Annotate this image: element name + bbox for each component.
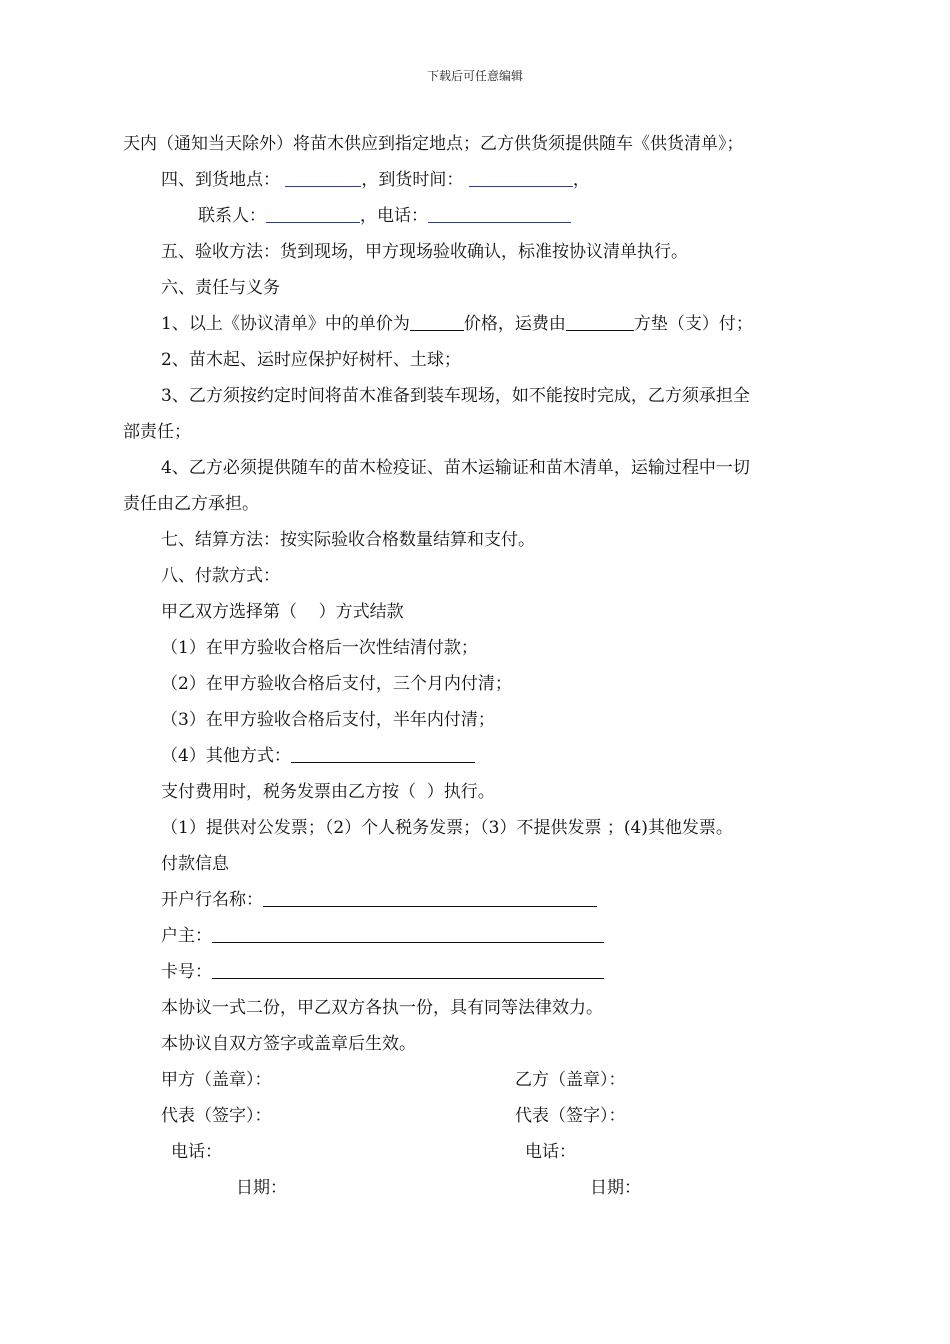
page-header-note: 下载后可任意编辑 <box>426 69 523 83</box>
card-number-row: 卡号： <box>123 954 828 990</box>
card-number-blank[interactable] <box>212 956 604 979</box>
bank-name-blank[interactable] <box>263 884 597 907</box>
contact-phone-blank[interactable] <box>428 200 571 223</box>
clause-timing: 3、乙方须按约定时间将苗木准备到装车现场，如不能按时完成，乙方须承担全 <box>161 386 750 406</box>
other-method-blank[interactable] <box>291 740 475 763</box>
invoice-clause: 支付费用时，税务发票由乙方按（ ）执行。 <box>161 782 495 802</box>
section-delivery-location: 四、到货地点： ，到货时间： ， <box>123 162 828 198</box>
phone-label: ，电话： <box>360 206 428 226</box>
delivery-location-blank[interactable] <box>285 164 361 187</box>
delivery-time-label: ，到货时间： <box>361 170 464 190</box>
clause-timing-continued: 部责任； <box>123 422 191 442</box>
payment-info-heading: 付款信息 <box>161 854 229 874</box>
section-payment: 八、付款方式： <box>161 566 280 586</box>
account-holder-row: 户主： <box>123 918 828 954</box>
signature-rep-row <box>123 1098 828 1134</box>
clause-certificates-continued: 责任由乙方承担。 <box>123 494 259 514</box>
delivery-time-blank[interactable] <box>469 164 573 187</box>
signature-phone-row <box>123 1134 828 1170</box>
price-type-blank[interactable] <box>410 308 464 331</box>
payment-option-3: （3）在甲方验收合格后支付，半年内付清； <box>161 710 495 730</box>
party-b-phone: 电话： <box>525 1142 576 1162</box>
contact-person-label: 联系人： <box>198 206 266 226</box>
party-b-rep: 代表（签字）： <box>515 1106 626 1126</box>
signature-seal-row <box>123 1062 828 1098</box>
payment-option-4: （4）其他方式： <box>123 738 828 774</box>
account-holder-blank[interactable] <box>212 920 604 943</box>
payment-option-1: （1）在甲方验收合格后一次性结清付款； <box>161 638 478 658</box>
clause-protection: 2、苗木起、运时应保护好树杆、土球； <box>161 350 461 370</box>
copies-clause: 本协议一式二份，甲乙双方各执一份，具有同等法律效力。 <box>161 998 603 1018</box>
section-responsibilities: 六、责任与义务 <box>161 278 280 298</box>
freight-payer-blank[interactable] <box>566 308 634 331</box>
bank-name-row: 开户行名称： <box>123 882 828 918</box>
effective-clause: 本协议自双方签字或盖章后生效。 <box>161 1034 416 1054</box>
contact-row <box>123 198 828 234</box>
paragraph-delivery-continued: 天内（通知当天除外）将苗木供应到指定地点；乙方供货须提供随车《供货清单》； <box>123 134 744 154</box>
clause-certificates: 4、乙方必须提供随车的苗木检疫证、苗木运输证和苗木清单，运输过程中一切 <box>161 458 750 478</box>
clause-unit-price: 1、以上《协议清单》中的单价为 价格，运费由 方垫（支）付； <box>123 306 828 342</box>
section-acceptance-method: 五、验收方法：货到现场，甲方现场验收确认，标准按协议清单执行。 <box>161 242 688 262</box>
party-b-date: 日期： <box>590 1178 641 1198</box>
party-a-phone: 电话： <box>171 1142 222 1162</box>
contact-person-blank[interactable] <box>266 200 360 223</box>
section-settlement: 七、结算方法：按实际验收合格数量结算和支付。 <box>161 530 535 550</box>
signature-date-row <box>123 1170 828 1206</box>
party-b-seal: 乙方（盖章）： <box>515 1070 626 1090</box>
party-a-rep: 代表（签字）： <box>161 1106 272 1126</box>
party-a-date: 日期： <box>236 1178 287 1198</box>
party-a-seal: 甲方（盖章）： <box>161 1070 272 1090</box>
contract-body <box>123 126 828 1206</box>
delivery-location-label: 四、到货地点： <box>161 170 280 190</box>
payment-choice: 甲乙双方选择第（ ）方式结款 <box>161 602 404 622</box>
invoice-options: （1）提供对公发票；（2）个人税务发票；（3）不提供发票 ；(4)其他发票。 <box>161 818 733 838</box>
payment-option-2: （2）在甲方验收合格后支付，三个月内付清； <box>161 674 512 694</box>
